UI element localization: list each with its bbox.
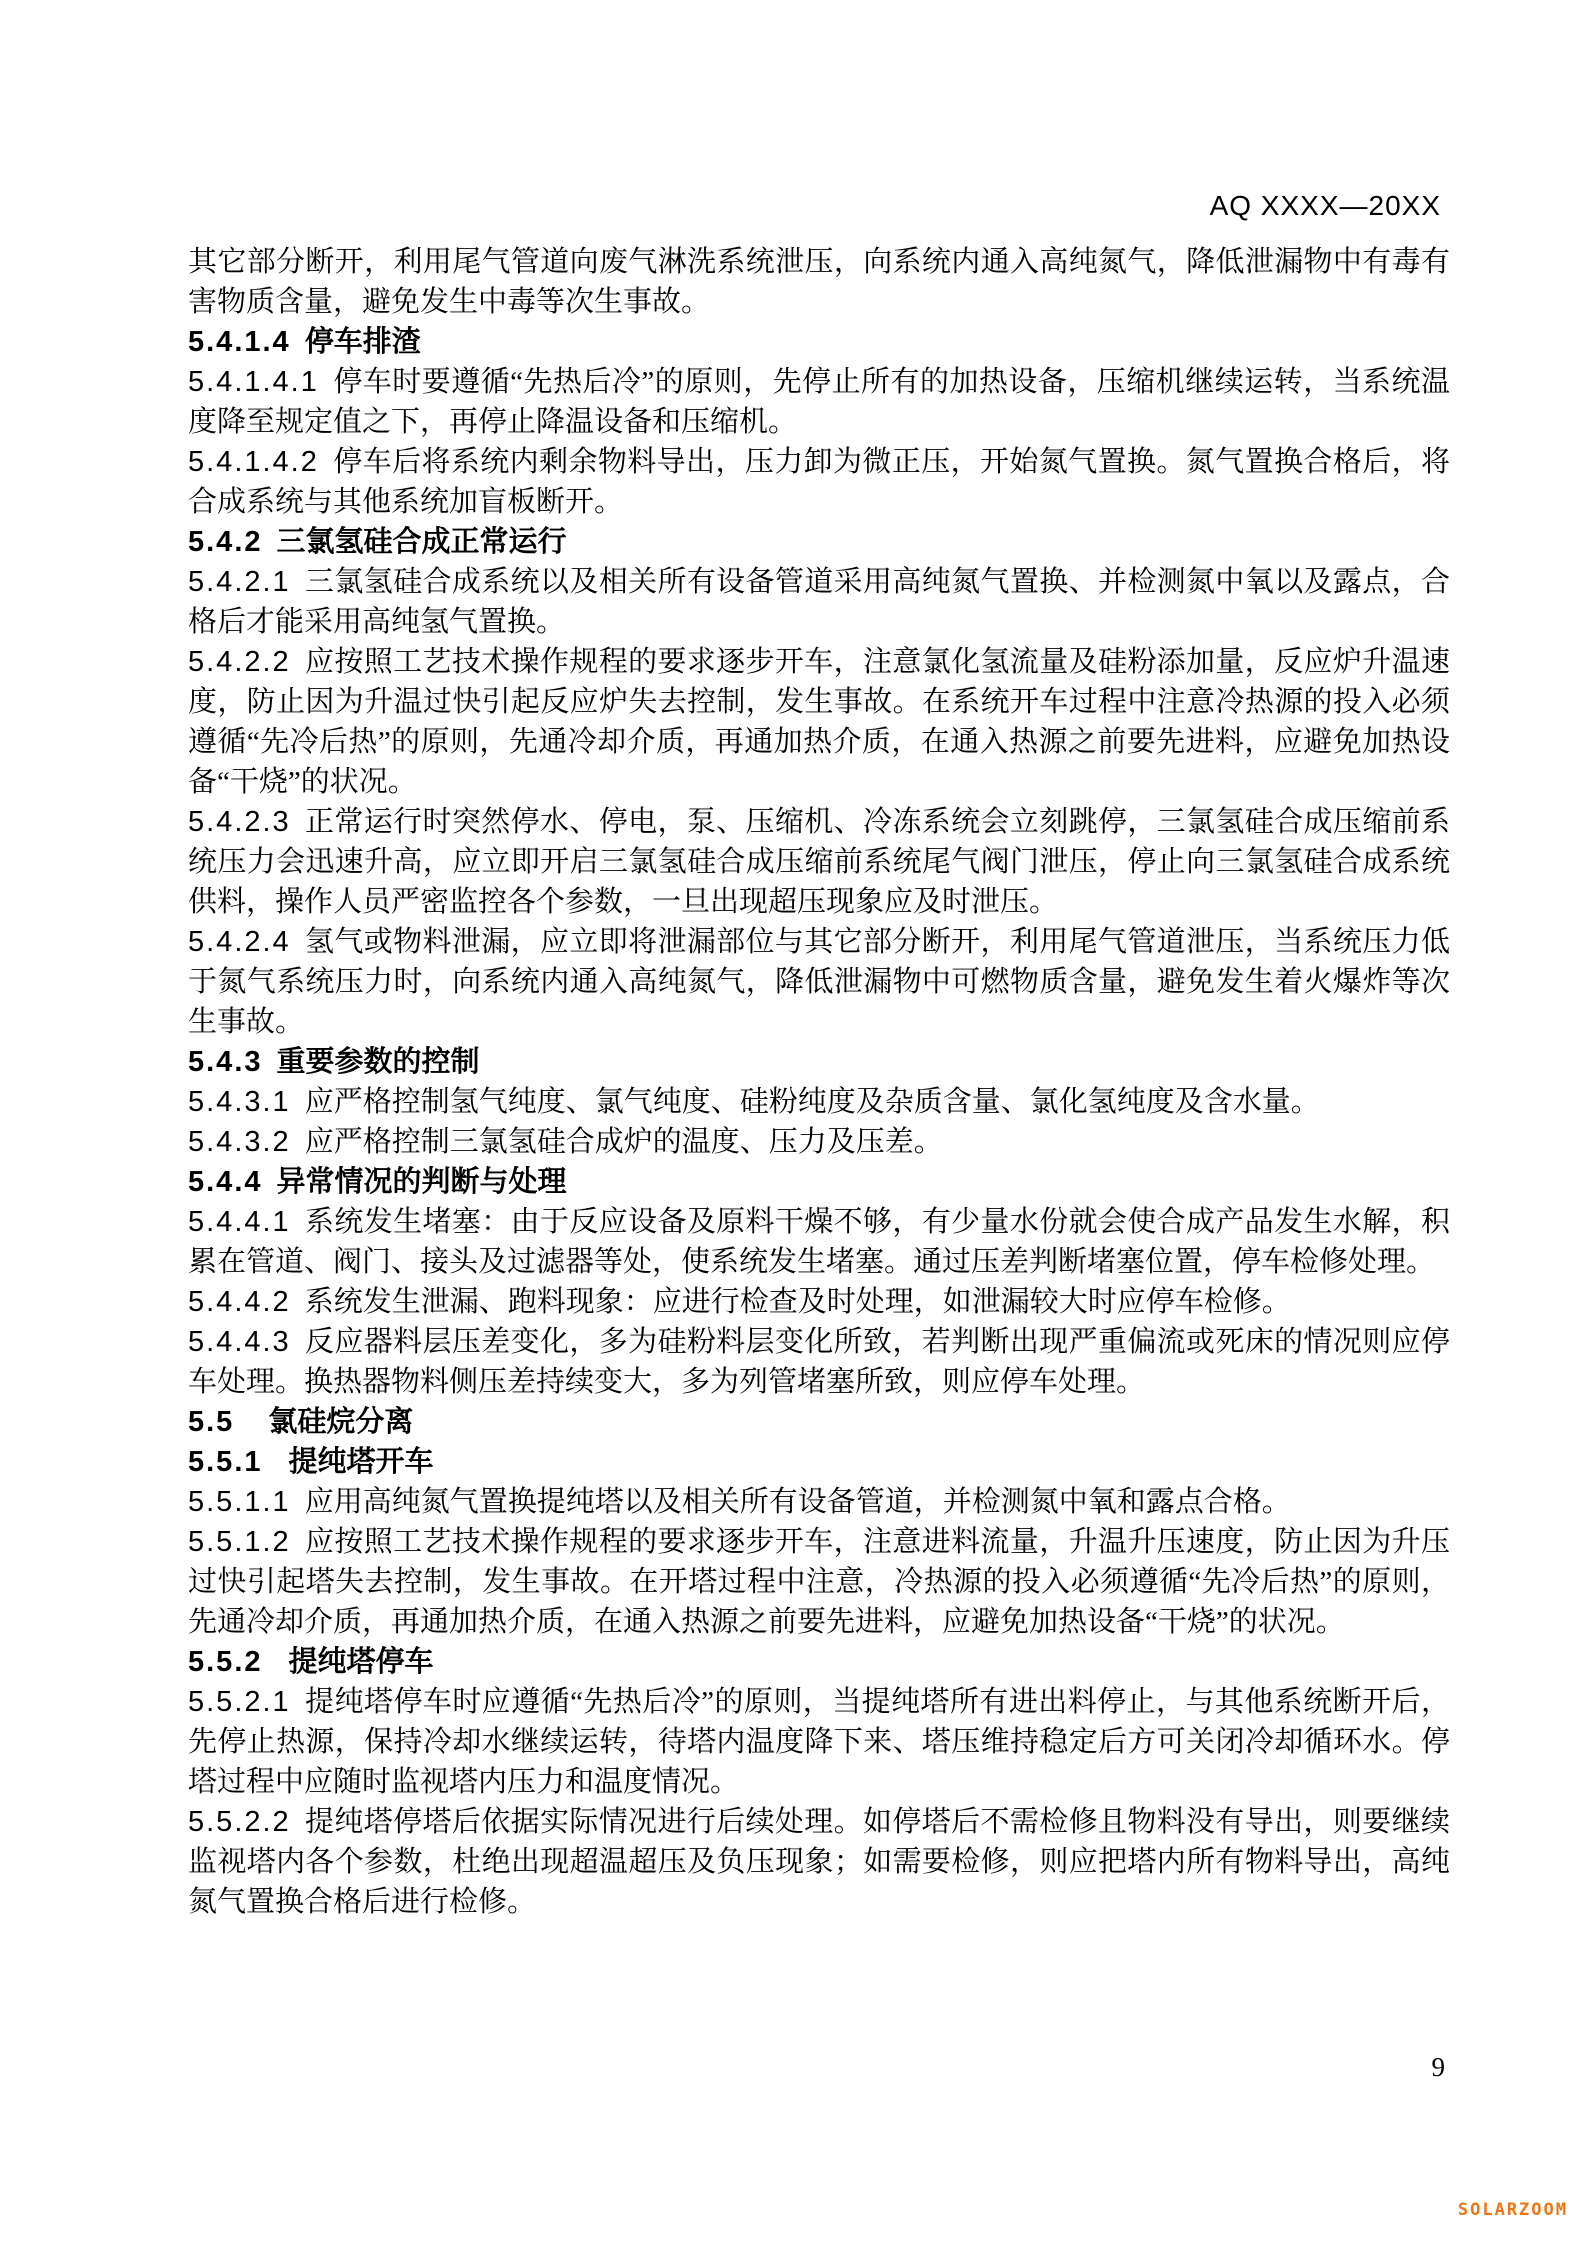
clause-number: 5.4.2.4 — [188, 926, 291, 958]
clause-text: 停车后将系统内剩余物料导出，压力卸为微正压，开始氮气置换。氮气置换合格后，将合成系统与其他系统加盲板断开。 — [188, 446, 1450, 518]
clause-text: 提纯塔停塔后依据实际情况进行后续处理。如停塔后不需检修且物料没有导出，则要继续监视塔内各个参数，杜绝出现超温超压及负压现象；如需要检修，则应把塔内所有物料导出，高纯氮气置换合格后进行检修。 — [188, 1806, 1450, 1918]
clause-paragraph — [188, 362, 1450, 442]
standard-number-text: AQ XXXX—20XX — [1209, 190, 1441, 221]
clause-paragraph — [188, 1202, 1450, 1282]
clause-paragraph — [188, 922, 1450, 1042]
clause-paragraph — [188, 442, 1450, 522]
clause-text: 应严格控制三氯氢硅合成炉的温度、压力及压差。 — [304, 1126, 943, 1158]
clause-paragraph — [188, 1082, 1450, 1122]
clause-number: 5.5.1.2 — [188, 1526, 291, 1558]
clause-paragraph — [188, 1282, 1450, 1322]
clause-text: 正常运行时突然停水、停电，泵、压缩机、冷冻系统会立刻跳停，三氯氢硅合成压缩前系统压力会迅速升高，应立即开启三氯氢硅合成压缩前系统尾气阀门泄压，停止向三氯氢硅合成系统供料，操作人员严密监控各个参数，一旦出现超压现象应及时泄压。 — [188, 806, 1450, 918]
clause-text: 提纯塔停车 — [288, 1646, 434, 1678]
clause-number: 5.5 — [188, 1406, 235, 1438]
clause-number: 5.4.3 — [188, 1046, 263, 1078]
clause-number: 5.5.1 — [188, 1446, 263, 1478]
clause-paragraph — [188, 242, 1450, 322]
clause-number: 5.4.1.4.1 — [188, 366, 319, 398]
section-heading — [188, 1402, 1450, 1442]
clause-text: 氢气或物料泄漏，应立即将泄漏部位与其它部分断开，利用尾气管道泄压，当系统压力低于氮气系统压力时，向系统内通入高纯氮气，降低泄漏物中可燃物质含量，避免发生着火爆炸等次生事故。 — [188, 926, 1450, 1038]
clause-number: 5.4.1.4 — [188, 326, 291, 358]
clause-number: 5.4.4 — [188, 1166, 263, 1198]
clause-text: 其它部分断开，利用尾气管道向废气淋洗系统泄压，向系统内通入高纯氮气，降低泄漏物中有毒有害物质含量，避免发生中毒等次生事故。 — [188, 246, 1450, 318]
clause-paragraph — [188, 802, 1450, 922]
clause-paragraph — [188, 562, 1450, 642]
standard-number-header — [1210, 190, 1441, 222]
clause-paragraph — [188, 1122, 1450, 1162]
clause-paragraph — [188, 1522, 1450, 1642]
clause-paragraph — [188, 1802, 1450, 1922]
clause-text: 系统发生泄漏、跑料现象：应进行检查及时处理，如泄漏较大时应停车检修。 — [304, 1286, 1291, 1318]
clause-text: 停车排渣 — [304, 326, 421, 358]
section-heading — [188, 1162, 1450, 1202]
clause-text: 提纯塔停车时应遵循“先热后冷”的原则，当提纯塔所有进出料停止，与其他系统断开后，先停止热源，保持冷却水继续运转，待塔内温度降下来、塔压维持稳定后方可关闭冷却循环水。停塔过程中应随时监视塔内压力和温度情况。 — [188, 1686, 1450, 1798]
clause-text: 应用高纯氮气置换提纯塔以及相关所有设备管道，并检测氮中氧和露点合格。 — [304, 1486, 1291, 1518]
clause-text: 三氯氢硅合成正常运行 — [276, 526, 567, 558]
clause-text: 提纯塔开车 — [288, 1446, 434, 1478]
clause-number: 5.4.4.2 — [188, 1286, 291, 1318]
page-number-text: 9 — [1431, 2052, 1445, 2082]
clause-text: 应严格控制氢气纯度、氯气纯度、硅粉纯度及杂质含量、氯化氢纯度及含水量。 — [304, 1086, 1320, 1118]
clause-text: 重要参数的控制 — [276, 1046, 480, 1078]
clause-paragraph — [188, 1682, 1450, 1802]
clause-number: 5.5.2.1 — [188, 1686, 291, 1718]
section-heading — [188, 1042, 1450, 1082]
clause-text: 停车时要遵循“先热后冷”的原则，先停止所有的加热设备，压缩机继续运转，当系统温度降至规定值之下，再停止降温设备和压缩机。 — [188, 366, 1450, 438]
clause-number: 5.4.4.3 — [188, 1326, 291, 1358]
section-heading — [188, 1642, 1450, 1682]
clause-number: 5.4.3.2 — [188, 1126, 291, 1158]
section-heading — [188, 522, 1450, 562]
clause-number: 5.4.2.2 — [188, 646, 291, 678]
clause-number: 5.4.2 — [188, 526, 263, 558]
page-number — [1432, 2052, 1446, 2083]
clause-text: 应按照工艺技术操作规程的要求逐步开车，注意氯化氢流量及硅粉添加量，反应炉升温速度，防止因为升温过快引起反应炉失去控制，发生事故。在系统开车过程中注意冷热源的投入必须遵循“先冷后热”的原则，先通冷却介质，再通加热介质，在通入热源之前要先进料，应避免加热设备“干烧”的状况。 — [188, 646, 1450, 798]
solarzoom-watermark — [1458, 2200, 1568, 2220]
clause-paragraph — [188, 1482, 1450, 1522]
clause-number: 5.5.2 — [188, 1646, 263, 1678]
clause-text: 系统发生堵塞：由于反应设备及原料干燥不够，有少量水份就会使合成产品发生水解，积累在管道、阀门、接头及过滤器等处，使系统发生堵塞。通过压差判断堵塞位置，停车检修处理。 — [188, 1206, 1450, 1278]
clause-number: 5.4.1.4.2 — [188, 446, 319, 478]
clause-text: 应按照工艺技术操作规程的要求逐步开车，注意进料流量，升温升压速度，防止因为升压过快引起塔失去控制，发生事故。在开塔过程中注意，冷热源的投入必须遵循“先冷后热”的原则，先通冷却介质，再通加热介质，在通入热源之前要先进料，应避免加热设备“干烧”的状况。 — [188, 1526, 1450, 1638]
clause-paragraph — [188, 1322, 1450, 1402]
clause-text: 氯硅烷分离 — [268, 1406, 414, 1438]
watermark-text: SOLARZOOM — [1457, 2200, 1568, 2220]
clause-number: 5.4.4.1 — [188, 1206, 291, 1238]
clause-number: 5.4.2.3 — [188, 806, 291, 838]
section-heading — [188, 1442, 1450, 1482]
clause-number: 5.5.1.1 — [188, 1486, 291, 1518]
clause-paragraph — [188, 642, 1450, 802]
document-body — [188, 242, 1450, 1922]
clause-number: 5.5.2.2 — [188, 1806, 291, 1838]
clause-text: 异常情况的判断与处理 — [276, 1166, 567, 1198]
section-heading — [188, 322, 1450, 362]
clause-text: 三氯氢硅合成系统以及相关所有设备管道采用高纯氮气置换、并检测氮中氧以及露点，合格后才能采用高纯氢气置换。 — [188, 566, 1450, 638]
clause-number: 5.4.2.1 — [188, 566, 291, 598]
clause-number: 5.4.3.1 — [188, 1086, 291, 1118]
clause-text: 反应器料层压差变化，多为硅粉料层变化所致，若判断出现严重偏流或死床的情况则应停车处理。换热器物料侧压差持续变大，多为列管堵塞所致，则应停车处理。 — [188, 1326, 1450, 1398]
